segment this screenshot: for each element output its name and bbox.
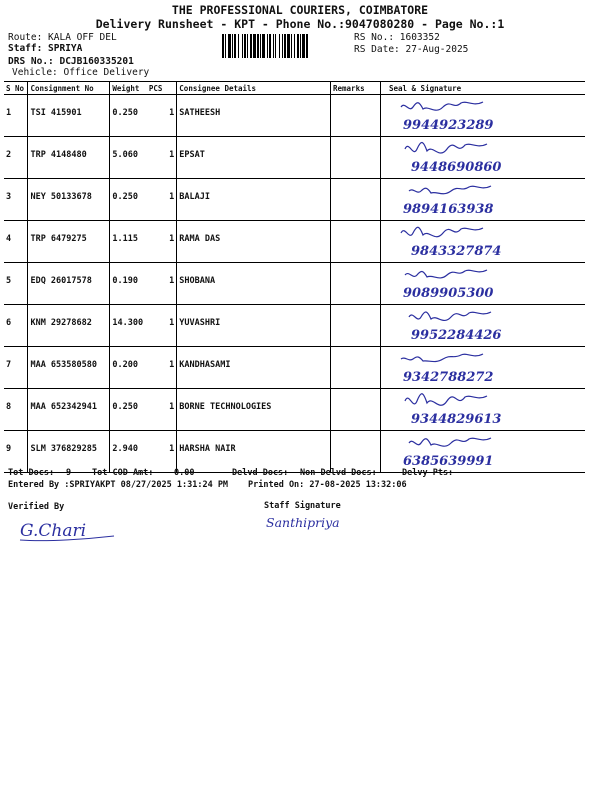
handwritten-signature bbox=[381, 389, 585, 430]
barcode-bar bbox=[282, 34, 283, 58]
table-row bbox=[4, 431, 585, 473]
staff-signature-label: Staff Signature bbox=[264, 501, 341, 511]
barcode-bar bbox=[279, 34, 280, 58]
row-consignment bbox=[28, 305, 110, 347]
row-consignment-text: MAA 652342941 bbox=[30, 402, 97, 412]
row-consignment bbox=[28, 263, 110, 305]
row-weight-text: 1.115 bbox=[112, 234, 138, 244]
row-remarks-text bbox=[333, 179, 378, 192]
row-pcs bbox=[147, 305, 177, 347]
barcode-bar bbox=[244, 34, 246, 58]
row-signature bbox=[380, 221, 585, 263]
row-signature bbox=[380, 347, 585, 389]
barcode-bar bbox=[247, 34, 248, 58]
signature-phone-text: 9843327874 bbox=[410, 244, 502, 259]
row-remarks bbox=[331, 95, 381, 137]
row-pcs-text: 1 bbox=[169, 192, 175, 202]
signature-phone-text: 9944923289 bbox=[402, 118, 494, 133]
row-remarks bbox=[331, 179, 381, 221]
row-sno bbox=[4, 95, 28, 137]
row-remarks bbox=[331, 305, 381, 347]
tot-cod-label: Tot COD Amt: bbox=[92, 468, 154, 478]
row-pcs bbox=[147, 263, 177, 305]
row-sno bbox=[4, 389, 28, 431]
row-pcs-text: 1 bbox=[169, 150, 175, 160]
row-pcs bbox=[147, 95, 177, 137]
signature-phone-text: 9089905300 bbox=[402, 286, 494, 301]
row-weight bbox=[110, 389, 147, 431]
barcode-bar bbox=[253, 34, 256, 58]
row-sno bbox=[4, 305, 28, 347]
staff-signature bbox=[264, 510, 374, 534]
row-pcs-text: 1 bbox=[169, 444, 175, 454]
barcode-bar bbox=[273, 34, 274, 58]
verified-by-signature bbox=[18, 512, 128, 546]
svg-text:G.Chari: G.Chari bbox=[20, 521, 87, 541]
signature-phone-text: 9342788272 bbox=[402, 370, 494, 385]
row-consignee-text: KANDHASAMI bbox=[179, 360, 231, 370]
row-consignee-text: HARSHA NAIR bbox=[179, 444, 236, 454]
row-pcs bbox=[147, 137, 177, 179]
row-remarks-text bbox=[333, 137, 378, 150]
handwritten-signature bbox=[381, 263, 585, 304]
signature-stroke bbox=[409, 186, 491, 194]
barcode-bar bbox=[269, 34, 271, 58]
row-consignee-text: BALAJI bbox=[179, 192, 211, 202]
handwritten-signature bbox=[381, 221, 585, 262]
row-consignee bbox=[177, 263, 331, 305]
row-consignee bbox=[177, 347, 331, 389]
row-remarks-text bbox=[333, 305, 378, 318]
col-sno: S No bbox=[4, 82, 28, 95]
table-header-row bbox=[4, 82, 585, 95]
staff-label: Staff: SPRIYA bbox=[8, 43, 83, 54]
row-consignment bbox=[28, 137, 110, 179]
table-row bbox=[4, 305, 585, 347]
drs-number: DRS No.: DCJB160335201 bbox=[8, 56, 134, 67]
row-weight-text: 0.190 bbox=[112, 276, 138, 286]
row-consignment-text: SLM 376829285 bbox=[30, 444, 97, 454]
table-row bbox=[4, 95, 585, 137]
row-pcs bbox=[147, 179, 177, 221]
row-consignment bbox=[28, 95, 110, 137]
barcode-bar bbox=[242, 34, 243, 58]
row-consignment-text: TSI 415901 bbox=[30, 108, 82, 118]
row-weight bbox=[110, 221, 147, 263]
handwritten-signature bbox=[381, 137, 585, 178]
signature-stroke bbox=[405, 270, 487, 278]
barcode-bar bbox=[262, 34, 265, 58]
row-sno bbox=[4, 263, 28, 305]
row-remarks bbox=[331, 137, 381, 179]
rs-date: RS Date: 27-Aug-2025 bbox=[354, 44, 469, 55]
barcode-bar bbox=[225, 34, 226, 58]
signature-stroke bbox=[401, 227, 483, 236]
row-consignee bbox=[177, 431, 331, 473]
row-consignee-text: YUVASHRI bbox=[179, 318, 221, 328]
row-consignment-text: TRP 6479275 bbox=[30, 234, 87, 244]
barcode-bar bbox=[228, 34, 231, 58]
row-consignee-text: RAMA DAS bbox=[179, 234, 221, 244]
handwritten-signature bbox=[381, 179, 585, 220]
handwritten-signature bbox=[381, 95, 585, 136]
row-pcs-text: 1 bbox=[169, 402, 175, 412]
row-weight bbox=[110, 179, 147, 221]
row-consignment-text: KNM 29278682 bbox=[30, 318, 92, 328]
row-sno-text: 5 bbox=[6, 276, 12, 286]
row-pcs bbox=[147, 347, 177, 389]
table-row bbox=[4, 263, 585, 305]
signature-phone-text: 6385639991 bbox=[402, 454, 494, 469]
row-sno-text: 1 bbox=[6, 108, 12, 118]
barcode-bar bbox=[284, 34, 286, 58]
row-pcs-text: 1 bbox=[169, 276, 175, 286]
row-signature bbox=[380, 305, 585, 347]
svg-text:Santhipriya: Santhipriya bbox=[266, 515, 340, 530]
col-signature: Seal & Signature bbox=[380, 82, 585, 95]
row-consignment bbox=[28, 347, 110, 389]
row-pcs bbox=[147, 389, 177, 431]
barcode-bar bbox=[260, 34, 261, 58]
table-body bbox=[4, 95, 585, 473]
row-remarks bbox=[331, 347, 381, 389]
col-remarks: Remarks bbox=[331, 82, 381, 95]
row-consignment-text: MAA 653580580 bbox=[30, 360, 97, 370]
row-sno-text: 2 bbox=[6, 150, 12, 160]
row-signature bbox=[380, 179, 585, 221]
barcode-bar bbox=[222, 34, 224, 58]
row-sno bbox=[4, 179, 28, 221]
row-consignment bbox=[28, 389, 110, 431]
row-remarks-text bbox=[333, 221, 378, 234]
vehicle-label: Vehicle: Office Delivery bbox=[12, 67, 150, 78]
signature-phone-text: 9952284426 bbox=[410, 328, 502, 343]
row-signature bbox=[380, 431, 585, 473]
barcode-bar bbox=[234, 34, 236, 58]
row-consignee bbox=[177, 305, 331, 347]
barcode-bar bbox=[302, 34, 305, 58]
row-consignee bbox=[177, 179, 331, 221]
row-remarks-text bbox=[333, 431, 378, 444]
row-remarks-text bbox=[333, 347, 378, 360]
row-sno bbox=[4, 347, 28, 389]
table-row bbox=[4, 347, 585, 389]
barcode-bar bbox=[250, 34, 252, 58]
row-sno-text: 4 bbox=[6, 234, 12, 244]
row-remarks-text bbox=[333, 389, 378, 402]
printed-on: Printed On: 27-08-2025 13:32:06 bbox=[248, 480, 407, 490]
row-remarks bbox=[331, 221, 381, 263]
signature-phone-text: 9344829613 bbox=[410, 412, 502, 427]
row-consignee bbox=[177, 137, 331, 179]
row-remarks bbox=[331, 263, 381, 305]
table-row bbox=[4, 137, 585, 179]
runsheet-table bbox=[4, 81, 585, 473]
row-consignee bbox=[177, 221, 331, 263]
row-remarks bbox=[331, 431, 381, 473]
row-weight bbox=[110, 263, 147, 305]
row-signature bbox=[380, 263, 585, 305]
row-pcs bbox=[147, 431, 177, 473]
col-consignee: Consignee Details bbox=[177, 82, 331, 95]
delvd-docs-label: Delvd Docs: bbox=[232, 468, 289, 478]
table-row bbox=[4, 389, 585, 431]
col-weight: Weight bbox=[110, 82, 147, 95]
row-consignment bbox=[28, 179, 110, 221]
row-weight-text: 14.300 bbox=[112, 318, 144, 328]
entered-by: Entered By :SPRIYAKPT 08/27/2025 1:31:24 PM bbox=[8, 480, 229, 490]
row-pcs-text: 1 bbox=[169, 234, 175, 244]
row-weight-text: 0.250 bbox=[112, 108, 138, 118]
runsheet-subtitle: Delivery Runsheet - KPT - Phone No.:9047080280 - Page No.:1 bbox=[95, 17, 505, 31]
row-consignment bbox=[28, 221, 110, 263]
barcode-bar bbox=[297, 34, 299, 58]
signature-stroke bbox=[401, 354, 483, 362]
signature-phone-text: 9448690860 bbox=[410, 160, 502, 175]
signature-stroke bbox=[409, 312, 491, 320]
signature-stroke bbox=[405, 142, 487, 153]
handwritten-signature bbox=[381, 431, 585, 472]
signature-phone-text: 9894163938 bbox=[402, 202, 494, 217]
row-remarks-text bbox=[333, 263, 378, 276]
row-pcs-text: 1 bbox=[169, 108, 175, 118]
row-signature bbox=[380, 389, 585, 431]
row-weight bbox=[110, 305, 147, 347]
barcode-bar bbox=[294, 34, 295, 58]
row-sno bbox=[4, 431, 28, 473]
tot-docs-value: 9 bbox=[66, 468, 72, 478]
table-row bbox=[4, 221, 585, 263]
non-delvd-docs-label: Non Delvd Docs: bbox=[300, 468, 377, 478]
row-consignee-text: EPSAT bbox=[179, 150, 205, 160]
row-consignee-text: BORNE TECHNOLOGIES bbox=[179, 402, 272, 412]
route-label: Route: KALA OFF DEL bbox=[8, 32, 117, 43]
handwritten-signature bbox=[381, 347, 585, 388]
row-consignee-text: SATHEESH bbox=[179, 108, 221, 118]
row-consignment-text: NEY 50133678 bbox=[30, 192, 92, 202]
row-weight-text: 0.200 bbox=[112, 360, 138, 370]
row-sno-text: 7 bbox=[6, 360, 12, 370]
row-sno-text: 3 bbox=[6, 192, 12, 202]
row-weight-text: 0.250 bbox=[112, 192, 138, 202]
row-consignee bbox=[177, 95, 331, 137]
rs-number: RS No.: 1603352 bbox=[354, 32, 440, 43]
barcode-bar bbox=[257, 34, 259, 58]
row-remarks bbox=[331, 389, 381, 431]
row-sno-text: 9 bbox=[6, 444, 12, 454]
row-consignee bbox=[177, 389, 331, 431]
barcode-bar bbox=[300, 34, 301, 58]
row-consignment-text: EDQ 26017578 bbox=[30, 276, 92, 286]
barcode-bar bbox=[232, 34, 233, 58]
row-weight-text: 5.060 bbox=[112, 150, 138, 160]
signature-stroke bbox=[401, 102, 483, 110]
signature-stroke bbox=[409, 438, 491, 446]
row-sno bbox=[4, 137, 28, 179]
handwritten-signature bbox=[381, 305, 585, 346]
tot-docs-label: Tot Docs: bbox=[8, 468, 55, 478]
row-sno bbox=[4, 221, 28, 263]
barcode-bar bbox=[291, 34, 292, 58]
table-row bbox=[4, 179, 585, 221]
barcode-bar bbox=[275, 34, 276, 58]
col-pcs: PCS bbox=[147, 82, 177, 95]
row-weight bbox=[110, 431, 147, 473]
col-consignment: Consignment No bbox=[28, 82, 110, 95]
row-weight-text: 2.940 bbox=[112, 444, 138, 454]
company-title: THE PROFESSIONAL COURIERS, COIMBATORE bbox=[171, 3, 429, 17]
row-weight bbox=[110, 347, 147, 389]
verified-by-label: Verified By bbox=[8, 502, 65, 512]
row-weight bbox=[110, 95, 147, 137]
row-remarks-text bbox=[333, 95, 378, 108]
row-pcs-text: 1 bbox=[169, 318, 175, 328]
row-consignment-text: TRP 4148480 bbox=[30, 150, 87, 160]
barcode-bar bbox=[306, 34, 308, 58]
delvy-pts-label: Delvy Pts: bbox=[402, 468, 454, 478]
barcode-image bbox=[222, 34, 350, 58]
barcode-bar bbox=[267, 34, 268, 58]
row-signature bbox=[380, 95, 585, 137]
row-consignee-text: SHOBANA bbox=[179, 276, 216, 286]
row-weight-text: 0.250 bbox=[112, 402, 138, 412]
row-pcs bbox=[147, 221, 177, 263]
row-consignment bbox=[28, 431, 110, 473]
row-signature bbox=[380, 137, 585, 179]
barcode-bar bbox=[287, 34, 290, 58]
row-weight bbox=[110, 137, 147, 179]
row-sno-text: 6 bbox=[6, 318, 12, 328]
row-pcs-text: 1 bbox=[169, 360, 175, 370]
signature-stroke bbox=[405, 394, 487, 406]
row-sno-text: 8 bbox=[6, 402, 12, 412]
tot-cod-value: 0.00 bbox=[174, 468, 195, 478]
barcode-bar bbox=[238, 34, 239, 58]
